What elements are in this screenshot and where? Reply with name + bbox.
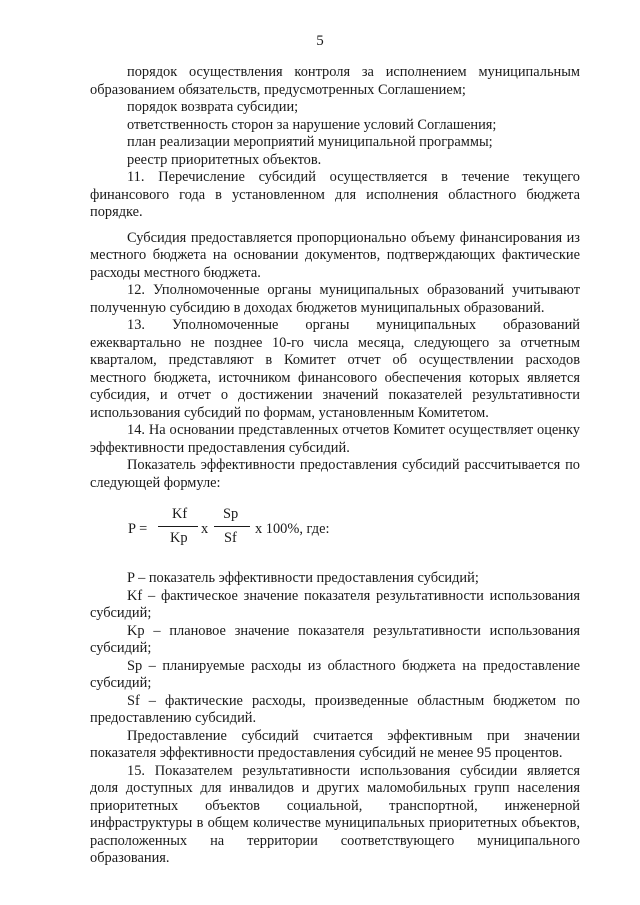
paragraph: 15. Показателем результативности использования субсидии является доля доступных для инвалидов и других маломобильных групп населения приоритетных объектов социальной, транспортной, инженерной инфраструктуры в общем количестве муниципальных приоритетных объектов, расположенных на территории соответствующего муниципального образования. (90, 762, 580, 866)
paragraph: ответственность сторон за нарушение условий Соглашения; (127, 116, 497, 133)
paragraph: Kf – фактическое значение показателя результативности использования субсидий; (90, 587, 580, 621)
paragraph: Субсидия предоставляется пропорционально объему финансирования из местного бюджета на основании документов, подтверждающих фактические расходы местного бюджета. (90, 229, 580, 281)
paragraph: 13. Уполномоченные органы муниципальных образований ежеквартально не позднее 10-го числа месяца, следующего за отчетным кварталом, представляют в Комитет отчет об осуществлении расходов местного бюджета, источником финансового обеспечения которых является субсидия, и отчет о достижении значений показателей результативности использования субсидий по формам, установленным Комитетом. (90, 317, 580, 421)
paragraph: порядок возврата субсидии; (127, 99, 299, 115)
paragraph: Sp – планируемые расходы из областного бюджета на предоставление субсидий; (90, 657, 580, 691)
formula-numerator-sp: Sp (223, 506, 239, 522)
document-body (90, 64, 580, 868)
paragraph: Предоставление субсидий считается эффективным при значении показателя эффективности предоставления субсидий не менее 95 процентов. (90, 727, 580, 761)
formula-denominator-kp: Kp (170, 530, 188, 546)
formula-lhs: P = (128, 521, 148, 537)
paragraph: 12. Уполномоченные органы муниципальных образований учитывают полученную субсидию в доходах бюджетов муниципальных образований. (90, 282, 580, 316)
fraction-line (214, 526, 250, 527)
formula-numerator-kf: Kf (172, 506, 188, 522)
paragraph: 11. Перечисление субсидий осуществляется в течение текущего финансового года в установленном для исполнения областного бюджета порядке. (90, 169, 580, 220)
formula-times: x (201, 521, 209, 537)
paragraph: P – показатель эффективности предоставления субсидий; (127, 570, 479, 586)
fraction-line (158, 526, 198, 527)
paragraph: 14. На основании представленных отчетов Комитет осуществляет оценку эффективности предоставления субсидий. (90, 422, 580, 456)
formula-denominator-sf: Sf (224, 530, 237, 546)
paragraph: Kp – плановое значение показателя результативности использования субсидий; (90, 622, 580, 656)
page-number: 5 (316, 33, 324, 49)
paragraph: Показатель эффективности предоставления субсидий рассчитывается по следующей формуле: (90, 457, 580, 491)
efficiency-formula (90, 506, 580, 554)
paragraph: Sf – фактические расходы, произведенные областным бюджетом по предоставлению субсидий. (90, 692, 580, 726)
paragraph: порядок осуществления контроля за исполнением муниципальным образованием обязательств, предусмотренных Соглашением; (90, 64, 580, 98)
formula-tail: x 100%, где: (255, 521, 330, 537)
paragraph: реестр приоритетных объектов. (127, 151, 322, 168)
paragraph: план реализации мероприятий муниципальной программы; (127, 134, 493, 150)
